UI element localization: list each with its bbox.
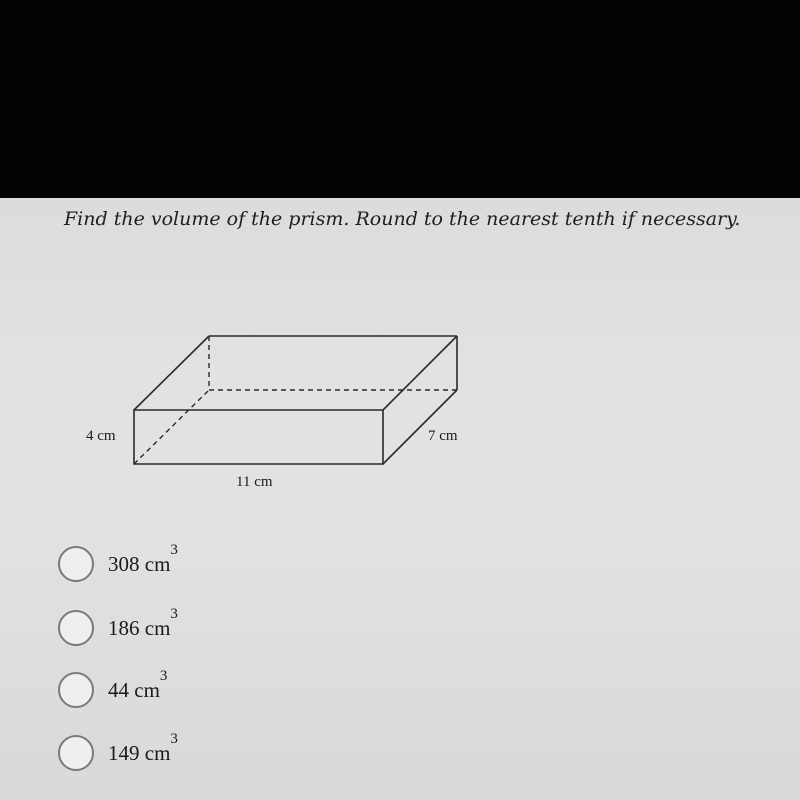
answer-label: 44 cm $^3$ xyxy=(108,667,168,702)
question-text: Find the volume of the prism. Round to the nearest tenth if necessary. xyxy=(64,208,741,230)
answer-option-2[interactable] xyxy=(58,606,318,650)
depth-label: 7 cm xyxy=(428,428,458,444)
answer-label: 149 cm $^3$ xyxy=(108,730,178,765)
answer-option-3[interactable] xyxy=(58,668,318,712)
front-face xyxy=(134,410,383,464)
length-label: 11 cm xyxy=(236,474,273,490)
radio-button-icon[interactable] xyxy=(58,610,94,646)
radio-button-icon[interactable] xyxy=(58,546,94,582)
radio-button-icon[interactable] xyxy=(58,672,94,708)
radio-button-icon[interactable] xyxy=(58,735,94,771)
top-left-edge xyxy=(134,336,209,410)
height-label: 4 cm xyxy=(86,428,116,444)
rectangular-prism-figure xyxy=(70,320,490,500)
answer-option-1[interactable] xyxy=(58,542,318,586)
hidden-diagonal-edge xyxy=(134,390,209,464)
top-right-edge xyxy=(383,336,457,410)
dark-top-area xyxy=(0,0,800,198)
answer-label: 186 cm $^3$ xyxy=(108,605,178,640)
answer-option-4[interactable] xyxy=(58,731,318,775)
bottom-right-edge xyxy=(383,390,457,464)
answer-label: 308 cm $^3$ xyxy=(108,541,178,576)
